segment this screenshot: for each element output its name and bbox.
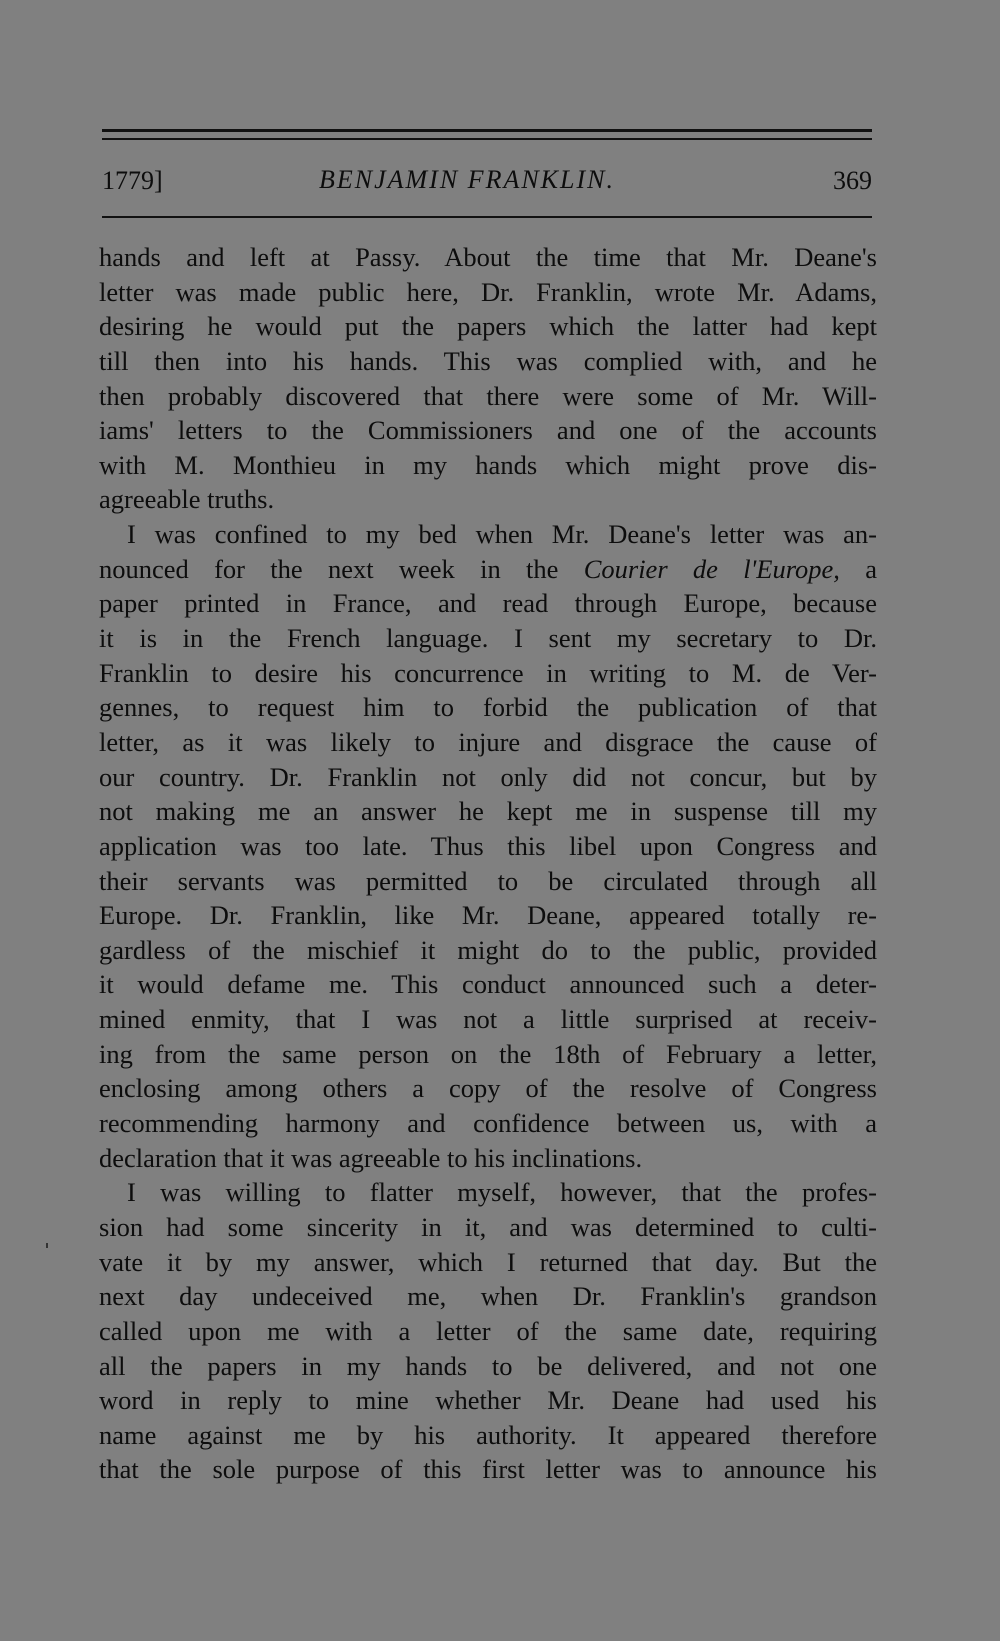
- text-line: desiring he would put the papers which the latter had kept: [99, 311, 877, 342]
- header-top-rule: [102, 129, 872, 132]
- text-line: recommending harmony and confidence between us, with a: [99, 1108, 877, 1139]
- text-line: letter was made public here, Dr. Franklin, wrote Mr. Adams,: [99, 276, 877, 307]
- italic-journal-title: Courier de l'Europe,: [583, 553, 840, 584]
- text-line: sion had some sincerity in it, and was determined to culti-: [99, 1211, 877, 1242]
- text-line: not making me an answer he kept me in suspense till my: [99, 796, 877, 827]
- text-line: iams' letters to the Commissioners and one of the accounts: [99, 415, 877, 446]
- running-header: [102, 160, 872, 200]
- text-line: their servants was permitted to be circulated through all: [99, 865, 877, 896]
- header-bottom-rule: [102, 216, 872, 218]
- scan-speck: [46, 1243, 48, 1248]
- text-line: declaration that it was agreeable to his inclinations.: [99, 1142, 643, 1173]
- text-line: Europe. Dr. Franklin, like Mr. Deane, appeared totally re-: [99, 900, 877, 931]
- text-line: our country. Dr. Franklin not only did not concur, but by: [99, 761, 877, 792]
- text-line: it would defame me. This conduct announced such a deter-: [99, 969, 877, 1000]
- text-line: gennes, to request him to forbid the publication of that: [99, 692, 877, 723]
- text-line: called upon me with a letter of the same date, requiring: [99, 1315, 877, 1346]
- text-fragment: a: [839, 553, 878, 584]
- text-line: I was willing to flatter myself, however, that the profes-: [127, 1177, 877, 1208]
- text-line: it is in the French language. I sent my secretary to Dr.: [99, 623, 877, 654]
- text-line: name against me by his authority. It appeared therefore: [99, 1419, 877, 1450]
- text-line: till then into his hands. This was complied with, and he: [99, 345, 877, 376]
- page-number: 369: [833, 166, 872, 195]
- text-line: agreeable truths.: [99, 484, 275, 515]
- text-line: vate it by my answer, which I returned that day. But the: [99, 1246, 877, 1277]
- text-line: I was confined to my bed when Mr. Deane's letter was an-: [127, 519, 877, 550]
- text-line: that the sole purpose of this first letter was to announce his: [99, 1454, 877, 1485]
- text-line: application was too late. Thus this libel upon Congress and: [99, 830, 877, 861]
- text-line: next day undeceived me, when Dr. Franklin's grandson: [99, 1281, 877, 1312]
- text-line: letter, as it was likely to injure and disgrace the cause of: [99, 726, 877, 757]
- text-line: gardless of the mischief it might do to the public, provided: [99, 934, 877, 965]
- text-line: hands and left at Passy. About the time that Mr. Deane's: [99, 242, 877, 272]
- body-text: [99, 240, 877, 1487]
- text-fragment: nounced for the next week in the: [99, 553, 584, 584]
- text-line: paper printed in France, and read through Europe, because: [99, 588, 877, 619]
- text-line: ing from the same person on the 18th of February a letter,: [99, 1038, 877, 1069]
- text-line: enclosing among others a copy of the resolve of Congress: [99, 1073, 877, 1104]
- text-line: then probably discovered that there were some of Mr. Will-: [99, 380, 877, 411]
- text-line: mined enmity, that I was not a little surprised at receiv-: [99, 1004, 877, 1035]
- header-title: BENJAMIN FRANKLIN.: [319, 165, 615, 194]
- text-line: word in reply to mine whether Mr. Deane had used his: [99, 1385, 877, 1416]
- text-line: Franklin to desire his concurrence in writing to M. de Ver-: [99, 657, 877, 688]
- text-line: all the papers in my hands to be delivered, and not one: [99, 1350, 877, 1381]
- text-line-with-italic: [99, 552, 877, 587]
- header-year: 1779]: [102, 166, 163, 195]
- header-top-rule-thin: [102, 138, 872, 140]
- text-line: with M. Monthieu in my hands which might prove dis-: [99, 449, 877, 480]
